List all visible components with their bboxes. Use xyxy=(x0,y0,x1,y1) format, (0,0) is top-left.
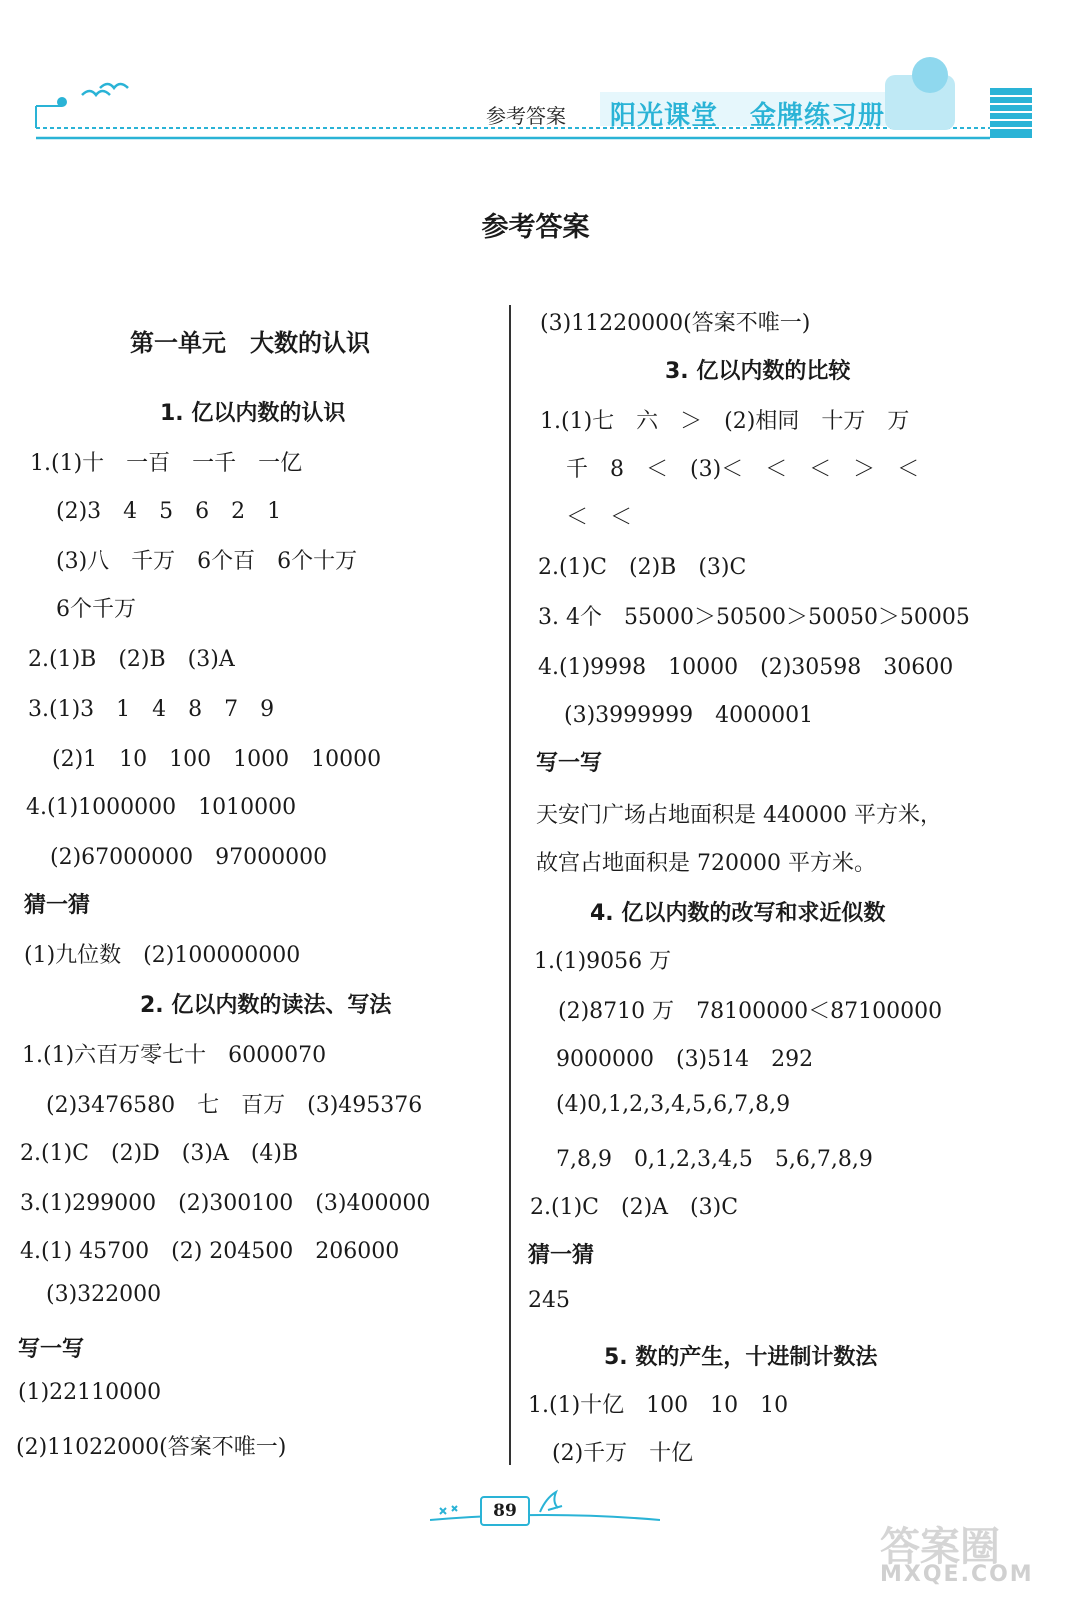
subsection-heading: 写一写 xyxy=(536,751,603,776)
answer-line: (2)3476580 七 百万 (3)495376 xyxy=(46,1093,423,1118)
answer-line: (3)3999999 4000001 xyxy=(564,703,814,728)
answer-line: (3)11220000(答案不唯一) xyxy=(540,311,811,336)
answer-line: 1.(1)十 一百 一千 一亿 xyxy=(30,451,303,476)
answer-line: 4.(1)9998 10000 (2)30598 30600 xyxy=(538,655,954,680)
column-divider xyxy=(509,305,511,1465)
answer-line: 245 xyxy=(528,1288,570,1313)
page-title: 参考答案 xyxy=(481,212,590,243)
answer-line: (1)22110000 xyxy=(18,1380,162,1405)
answer-line: 3. 4个 55000＞50500＞50050＞50005 xyxy=(538,605,970,630)
answer-line: 9000000 (3)514 292 xyxy=(556,1047,814,1072)
watermark-url: MXQE.COM xyxy=(880,1562,1034,1587)
answer-line: 故宫占地面积是 720000 平方米。 xyxy=(536,851,876,876)
answer-line: 7,8,9 0,1,2,3,4,5 5,6,7,8,9 xyxy=(556,1147,873,1172)
answer-line: (3)322000 xyxy=(46,1282,162,1307)
answer-line: (4)0,1,2,3,4,5,6,7,8,9 xyxy=(556,1092,791,1117)
answer-line: (2)1 10 100 1000 10000 xyxy=(52,747,382,772)
section-heading: 2. 亿以内数的读法、写法 xyxy=(140,993,392,1018)
answer-line: 1.(1)七 六 ＞ (2)相同 十万 万 xyxy=(540,409,910,434)
section-heading: 5. 数的产生，十进制计数法 xyxy=(604,1345,878,1370)
answer-line: 2.(1)C (2)B (3)C xyxy=(538,555,747,580)
answer-line: 千 8 ＜ (3)＜ ＜ ＜ ＞ ＜ xyxy=(566,457,920,482)
section-heading: 4. 亿以内数的改写和求近似数 xyxy=(590,901,886,926)
answer-line: (2)8710 万 78100000＜87100000 xyxy=(558,999,943,1024)
page-number: 89 xyxy=(480,1496,530,1526)
watermark-logo: 答案圈 xyxy=(880,1524,1000,1570)
answer-line: (3)八 千万 6个百 6个十万 xyxy=(56,549,358,574)
subsection-heading: 猜一猜 xyxy=(24,893,91,918)
answer-line: (2)千万 十亿 xyxy=(552,1441,694,1466)
answer-line: (2)67000000 97000000 xyxy=(50,845,328,870)
answer-line: 3.(1)299000 (2)300100 (3)400000 xyxy=(20,1191,431,1216)
answer-line: (1)九位数 (2)100000000 xyxy=(24,943,301,968)
answer-line: 2.(1)C (2)A (3)C xyxy=(530,1195,739,1220)
answer-line: 2.(1)B (2)B (3)A xyxy=(28,647,235,672)
answer-line: (2)11022000(答案不唯一) xyxy=(16,1435,287,1460)
subsection-heading: 写一写 xyxy=(18,1337,85,1362)
answer-line: 3.(1)3 1 4 8 7 9 xyxy=(28,697,275,722)
header-brand: 阳光课堂 xyxy=(610,101,719,131)
answer-line: 1.(1)9056 万 xyxy=(534,949,672,974)
header-label: 参考答案 xyxy=(486,104,566,128)
footer-decoration xyxy=(430,1488,660,1528)
answer-line: 天安门广场占地面积是 440000 平方米， xyxy=(536,803,942,828)
header-decoration xyxy=(0,0,1071,160)
answer-line: 1.(1)十亿 100 10 10 xyxy=(528,1393,789,1418)
answer-line: ＜ ＜ xyxy=(566,505,633,530)
answer-line: 1.(1)六百万零七十 6000070 xyxy=(22,1043,327,1068)
unit-heading: 第一单元 大数的认识 xyxy=(130,329,370,357)
section-heading: 1. 亿以内数的认识 xyxy=(160,401,346,426)
subsection-heading: 猜一猜 xyxy=(528,1243,595,1268)
answer-line: (2)3 4 5 6 2 1 xyxy=(56,499,282,524)
header-brand-secondary: 金牌练习册 xyxy=(750,101,886,131)
page-header xyxy=(0,0,1071,160)
answer-line: 4.(1)1000000 1010000 xyxy=(26,795,297,820)
answer-line: 2.(1)C (2)D (3)A (4)B xyxy=(20,1141,299,1166)
answer-line: 4.(1) 45700 (2) 204500 206000 xyxy=(20,1239,400,1264)
section-heading: 3. 亿以内数的比较 xyxy=(665,359,851,384)
answer-line: 6个千万 xyxy=(56,597,136,622)
